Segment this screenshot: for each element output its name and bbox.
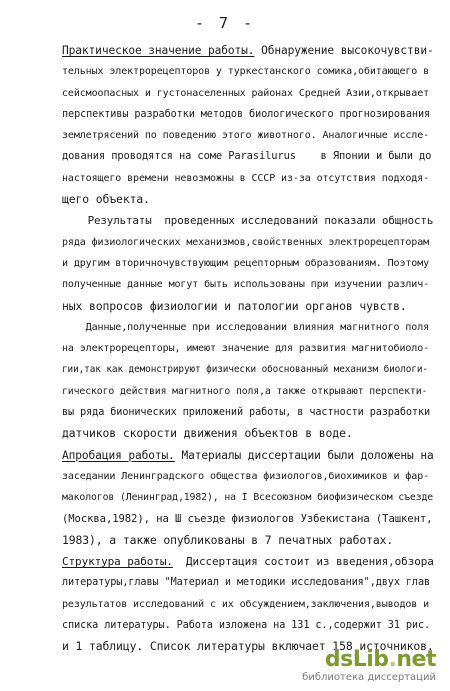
line-text: гии,так как демонстрируют физически обоснованный механизм биологи- bbox=[62, 364, 428, 376]
line-text: сейсмоопасных и густонаселенных районах Средней Азии,открывает bbox=[62, 87, 430, 99]
text-line bbox=[62, 466, 430, 487]
logo-left: dsLib bbox=[324, 647, 389, 672]
line-text: перспективы разработки методов биологического прогнозирования bbox=[62, 108, 431, 120]
line-text: 1983), а также опубликованы в 7 печатных работах. bbox=[62, 532, 394, 547]
line-text: ряда физиологических механизмов,свойственных электрорецепторам bbox=[62, 236, 430, 248]
line-text: литературы,главы "Материал и методики исследования",двух глав bbox=[62, 577, 431, 589]
line-text: результатов исследований с их обсуждением,заключения,выводов и bbox=[62, 598, 430, 610]
text-line bbox=[62, 338, 430, 359]
text-line bbox=[62, 530, 422, 551]
text-line bbox=[62, 594, 430, 615]
line-text: макологов (Ленинград,1982), на I Всесоюзном биофизическом съезде bbox=[62, 492, 434, 504]
text-line bbox=[62, 445, 434, 466]
text-line bbox=[62, 615, 431, 636]
text-line bbox=[62, 274, 430, 295]
text-line bbox=[62, 317, 430, 338]
text-line bbox=[62, 189, 422, 210]
line-text: Материалы диссертации были доложены на bbox=[174, 448, 434, 462]
text-line bbox=[62, 487, 434, 508]
text-line bbox=[62, 253, 430, 274]
text-line bbox=[62, 61, 430, 82]
section-heading: Апробация работы. bbox=[62, 448, 175, 462]
text-line bbox=[62, 381, 428, 402]
line-text: тельных электрорецепторов у туркестанского сомика,обитающего в bbox=[62, 66, 430, 78]
section-heading: Практическое значение работы. bbox=[62, 44, 255, 57]
text-line bbox=[62, 359, 428, 380]
line-text: Обнаружение высокочувстви- bbox=[254, 44, 434, 57]
line-text: на электрорецепторы, имеют значение для развития магнитобиоло- bbox=[62, 343, 430, 355]
text-line bbox=[62, 168, 430, 189]
section-heading: Структура работы. bbox=[62, 555, 173, 569]
watermark-logo bbox=[302, 649, 436, 683]
text-line bbox=[62, 423, 422, 444]
line-text: щего объекта. bbox=[62, 192, 150, 207]
line-text: Данные,полученные при исследовании влияния магнитного поля bbox=[62, 321, 430, 333]
text-line bbox=[62, 232, 430, 253]
logo-right: net bbox=[396, 647, 436, 672]
logo-text bbox=[302, 649, 436, 671]
line-text: и 1 таблицу. Список литературы включает 158 источников. bbox=[62, 639, 434, 654]
line-text: и другим вторичночувствующим рецепторным образованиям. Поэтому bbox=[62, 257, 430, 269]
document-body bbox=[62, 40, 434, 658]
line-text: датчиков скорости движения объектов в воде. bbox=[62, 426, 353, 441]
text-line bbox=[62, 104, 431, 125]
page-number: - 7 - bbox=[194, 14, 256, 32]
line-text: Результаты проведенных исследований показали общность bbox=[62, 214, 434, 228]
text-line bbox=[62, 125, 430, 146]
line-text: настоящего времени невозможны в СССР из-за отсутствия подходя- bbox=[62, 172, 430, 184]
text-line bbox=[62, 83, 430, 104]
text-line bbox=[62, 402, 431, 423]
text-line bbox=[62, 146, 432, 167]
text-line bbox=[62, 210, 434, 231]
text-line bbox=[62, 572, 431, 593]
logo-tagline: библиотека диссертаций bbox=[302, 672, 436, 683]
line-text: дования проводятся на соме Parasilurus в Японии и были до bbox=[62, 150, 432, 163]
line-text: гического действия магнитного поля,а также открывают перспекти- bbox=[62, 385, 428, 397]
line-text: ных вопросов физиологии и патологии органов чувств. bbox=[62, 298, 407, 313]
text-line bbox=[62, 296, 422, 317]
line-text: (Москва,1982), на Ш съезде физиологов Узбекистана (Ташкент, bbox=[62, 512, 433, 525]
text-line bbox=[62, 40, 434, 61]
line-text: землетрясений по поведению этого животного. Аналогичные иссле- bbox=[62, 130, 430, 142]
line-text: полученные данные могут быть использованы при изучении различ- bbox=[62, 279, 430, 291]
line-text: заседании Ленинградского общества физиологов,биохимиков и фар- bbox=[62, 470, 430, 482]
line-text: Диссертация состоит из введения,обзора bbox=[172, 555, 434, 569]
text-line bbox=[62, 509, 433, 530]
text-line bbox=[62, 551, 434, 572]
line-text: списка литературы. Работа изложена на 131 с.,содержит 31 рис. bbox=[62, 620, 431, 632]
logo-dot: . bbox=[388, 647, 397, 672]
line-text: вы ряда бионических приложений работы, в частности разработки bbox=[62, 407, 431, 419]
